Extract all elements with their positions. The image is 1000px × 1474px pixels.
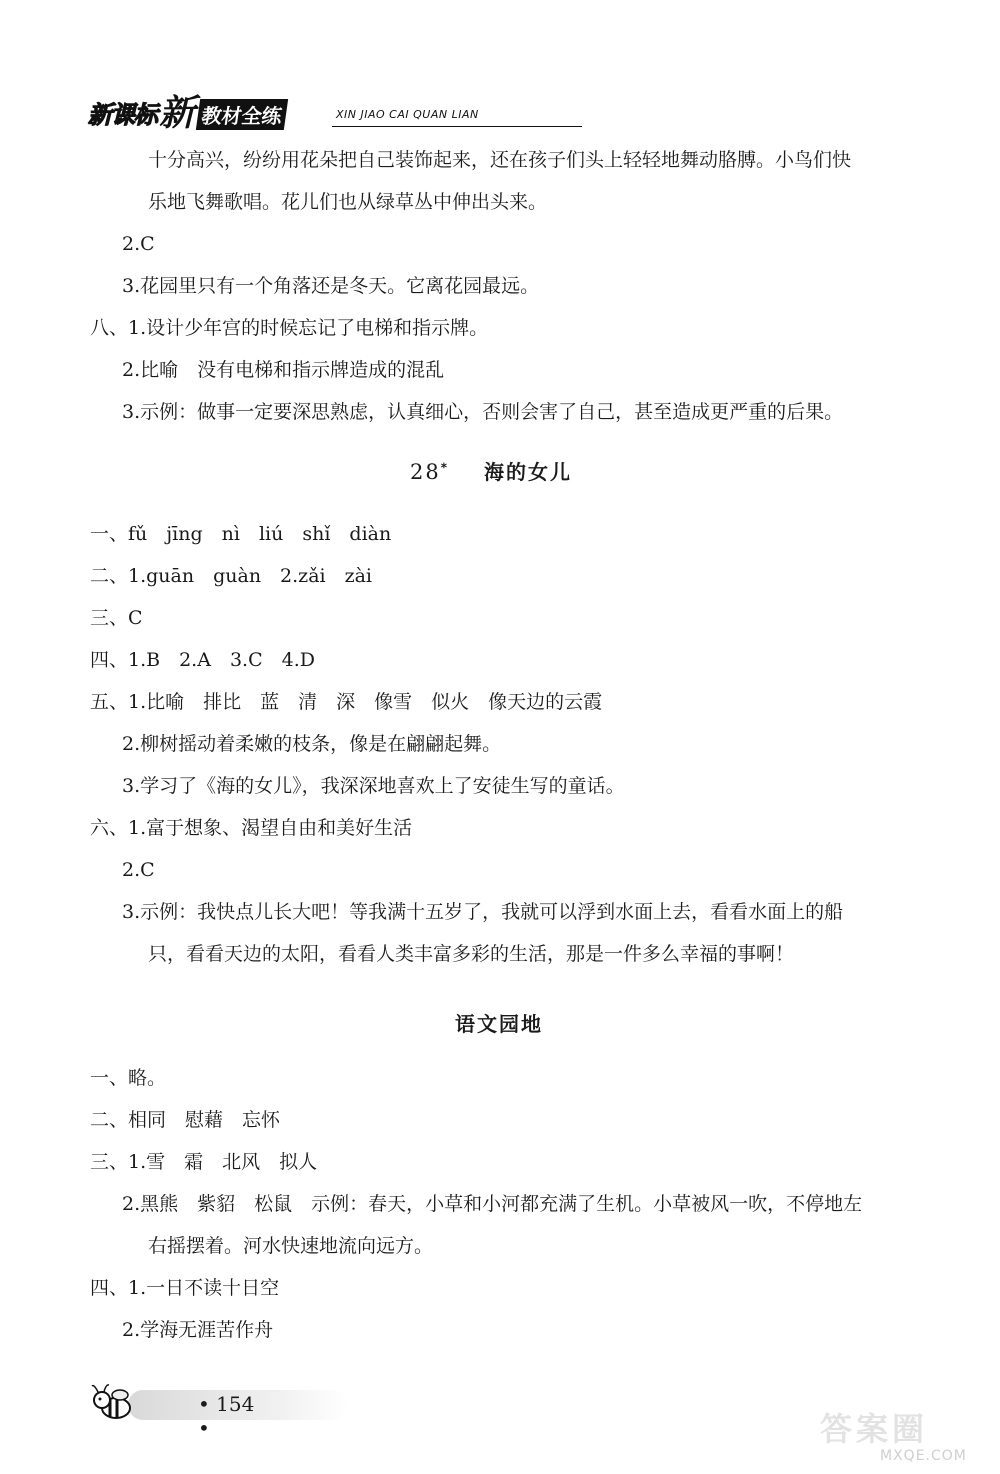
text-line: 三、1.雪 霜 北风 拟人 (90, 1151, 318, 1173)
text-line: 2.黑熊 紫貂 松鼠 示例：春天，小草和小河都充满了生机。小草被风一吹，不停地左 (122, 1193, 863, 1215)
brand-subtitle: 教材全练 (196, 99, 288, 130)
text-line: 右摇摆着。河水快速地流向远方。 (148, 1235, 434, 1257)
page-number: • 154 • (198, 1392, 255, 1440)
text-line: 2.学海无涯苦作舟 (122, 1319, 274, 1341)
lesson-number: 28 (410, 460, 441, 484)
text-line: 一、略。 (90, 1067, 167, 1089)
header-pinyin: XIN JIAO CAI QUAN LIAN (336, 108, 479, 121)
brand-char-3: 标 (134, 101, 157, 129)
text-line: 3.示例：我快点儿长大吧！等我满十五岁了，我就可以浮到水面上去，看看水面上的船 (122, 901, 844, 923)
text-line: 四、1.B 2.A 3.C 4.D (90, 649, 315, 671)
text-line: 六、1.富于想象、渴望自由和美好生活 (90, 817, 413, 839)
watermark-logo: 答案圈 (820, 1410, 929, 1448)
text-line: 2.C (122, 859, 155, 881)
bee-mascot-icon (90, 1382, 140, 1424)
text-line: 三、C (90, 607, 143, 629)
text-line: 3.示例：做事一定要深思熟虑，认真细心，否则会害了自己，甚至造成更严重的后果。 (122, 401, 844, 423)
lesson-title: 海的女儿 (483, 460, 572, 484)
brand-logo (88, 92, 328, 134)
section-heading: 语文园地 (455, 1012, 543, 1036)
text-line: 3.花园里只有一个角落还是冬天。它离花园最远。 (122, 275, 540, 297)
text-line: 3.学习了《海的女儿》，我深深地喜欢上了安徒生写的童话。 (122, 775, 625, 797)
brand-char-1: 新 (88, 101, 111, 129)
text-line: 二、相同 慰藉 忘怀 (90, 1109, 281, 1131)
watermark-url: MXQE.COM (880, 1448, 967, 1464)
text-line: 八、1.设计少年宫的时候忘记了电梯和指示牌。 (90, 317, 489, 339)
text-line: 四、1.一日不读十日空 (90, 1277, 280, 1299)
text-line: 十分高兴，纷纷用花朵把自己装饰起来，还在孩子们头上轻轻地舞动胳膊。小鸟们快 (148, 149, 852, 171)
text-line: 乐地飞舞歌唱。花儿们也从绿草丛中伸出头来。 (148, 191, 548, 213)
text-line: 只，看看天边的太阳，看看人类丰富多彩的生活，那是一件多么幸福的事啊！ (148, 943, 795, 965)
text-line: 2.C (122, 233, 155, 255)
page-header (88, 92, 508, 134)
header-rule (332, 126, 582, 127)
text-line: 二、1.guān guàn 2.zǎi zài (90, 565, 373, 587)
lesson-heading (410, 456, 572, 485)
lesson-star: * (440, 460, 450, 475)
text-line: 五、1.比喻 排比 蓝 清 深 像雪 似火 像天边的云霞 (90, 691, 603, 713)
page-footer (90, 1380, 270, 1440)
brand-char-2: 课 (111, 101, 134, 129)
brand-big-char: 新 (159, 93, 195, 134)
text-line: 2.柳树摇动着柔嫩的枝条，像是在翩翩起舞。 (122, 733, 502, 755)
text-line: 一、fǔ jīng nì liú shǐ diàn (90, 523, 392, 545)
text-line: 2.比喻 没有电梯和指示牌造成的混乱 (122, 359, 445, 381)
